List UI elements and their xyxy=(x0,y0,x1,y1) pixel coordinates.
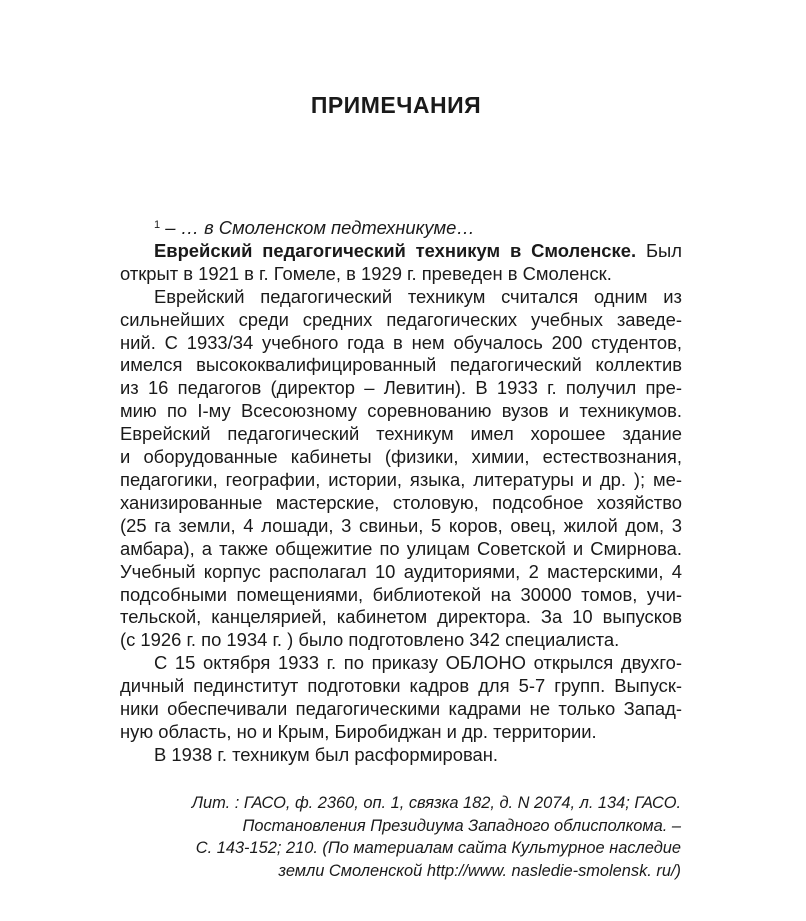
text-line: Еврейский педагогический техникум считался одним из xyxy=(154,285,682,307)
note-heading: Еврейский педагогический техникум в Смоленске. xyxy=(154,239,637,261)
note-quote: – … в Смоленском педтехникуме… xyxy=(165,217,475,238)
text-line: мию по I-му Всесоюзному соревнованию вузов и техникумов. xyxy=(120,400,682,422)
footnote-marker: 1 xyxy=(154,219,161,231)
text-line: из 16 педагогов (директор – Левитин). В 1933 г. получил пре- xyxy=(120,377,682,399)
text-line: Учебный корпус располагал 10 аудиториями, 2 мастерскими, 4 xyxy=(120,560,682,582)
note-heading-line xyxy=(120,240,682,263)
text-line: амбара), а также общежитие по улицам Советской и Смирнова. xyxy=(120,537,682,559)
text-line: В 1938 г. техникум был расформирован. xyxy=(154,743,498,765)
literature-line: С. 143-152; 210. (По материалам сайта Культурное наследие xyxy=(195,839,681,858)
text-line: дичный пединститут подготовки кадров для 5-7 групп. Выпуск- xyxy=(120,675,682,697)
text-line: Еврейский педагогический техникум имел хорошее здание xyxy=(120,423,682,445)
text-line: и оборудованные кабинеты (физики, химии, естествознания, xyxy=(120,446,682,468)
literature-line: земли Смоленской http://www. nasledie-smolensk. ru/) xyxy=(278,861,681,880)
note-heading-rest: Был xyxy=(645,239,682,261)
text-line: сильнейших среди средних педагогических учебных заведе- xyxy=(120,308,682,330)
text-line: ники обеспечивали педагогическими кадрами не только Запад- xyxy=(120,698,682,720)
text-line: подсобными помещениями, библиотекой на 30000 томов, учи- xyxy=(120,583,682,605)
note-body xyxy=(120,214,682,767)
text-line: (25 га земли, 4 лошади, 3 свиньи, 5 коров, овец, жилой дом, 3 xyxy=(120,514,682,536)
literature-line: Лит. : ГАСО, ф. 2360, оп. 1, связка 182, д. N 2074, л. 134; ГАСО. xyxy=(191,794,681,812)
text-line: тельской, канцелярией, кабинетом директора. За 10 выпусков xyxy=(120,606,682,628)
text-line: ную область, но и Крым, Биробиджан и др. территории. xyxy=(120,720,597,742)
text-line: педагогики, географии, истории, языка, литературы и др. ); ме- xyxy=(120,468,682,490)
note-quote-line xyxy=(120,214,682,240)
text-line: (с 1926 г. по 1934 г. ) было подготовлено 342 специалиста. xyxy=(120,629,620,651)
page-title: ПРИМЕЧАНИЯ xyxy=(310,92,482,118)
text-line: имелся высококвалифицированный педагогический коллектив xyxy=(120,354,682,376)
text-line: открыт в 1921 в г. Гомеле, в 1929 г. преведен в Смоленск. xyxy=(120,262,612,284)
literature-line: Постановления Президиума Западного облисполкома. – xyxy=(242,816,681,835)
literature-block xyxy=(120,792,681,882)
text-line: ханизированные мастерские, столовую, подсобное хозяйство xyxy=(120,491,682,513)
text-line: С 15 октября 1933 г. по приказу ОБЛОНО открылся двухго- xyxy=(154,652,682,674)
text-line: ний. С 1933/34 учебного года в нем обучалось 200 студентов, xyxy=(120,331,682,353)
